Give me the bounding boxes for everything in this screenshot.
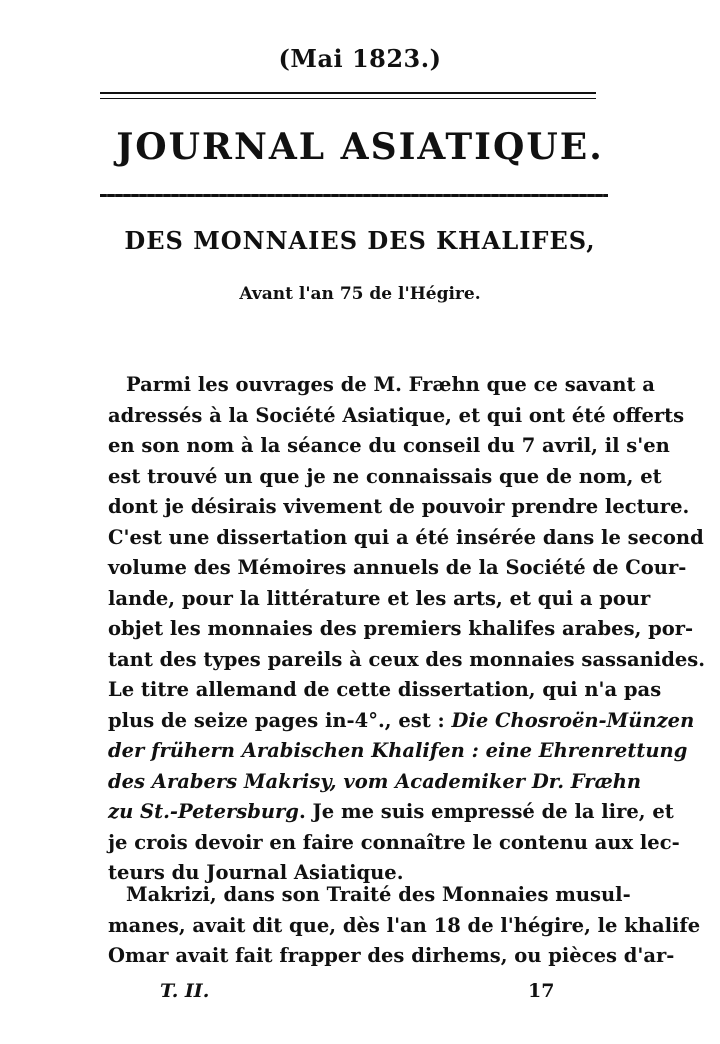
text-line: Parmi les ouvrages de M. Fræhn que ce savant a	[126, 373, 655, 396]
text-line	[108, 706, 695, 737]
text-line: dont je désirais vivement de pouvoir prendre lecture.	[108, 495, 690, 518]
text-line: en son nom à la séance du conseil du 7 avril, il s'en	[108, 434, 670, 457]
signature-mark: T. II.	[160, 980, 210, 1002]
text-line: lande, pour la littérature et les arts, et qui a pour	[108, 586, 651, 610]
text-line: objet les monnaies des premiers khalifes arabes, por-	[108, 617, 694, 640]
text-line: tant des types pareils à ceux des monnaies sassanides.	[108, 647, 706, 671]
paragraph-1	[108, 370, 706, 889]
article-subtitle: Avant l'an 75 de l'Hégire.	[239, 284, 481, 304]
ornamental-rule-divider	[100, 194, 608, 197]
text-line: C'est une dissertation qui a été insérée dans le second	[108, 525, 704, 549]
text-line: adressés à la Société Asiatique, et qui ont été offerts	[108, 403, 685, 427]
text-line: teurs du Journal Asiatique.	[108, 861, 404, 884]
text-line: Omar avait fait frapper des dirhems, ou pièces d'ar-	[108, 944, 675, 967]
text-line: je crois devoir en faire connaître le contenu aux lec-	[108, 830, 680, 854]
text-line: volume des Mémoires annuels de la Société de Cour-	[108, 556, 687, 579]
page-number: 17	[528, 980, 555, 1002]
text-line	[108, 797, 674, 828]
top-rule-divider	[100, 92, 596, 99]
book-title-line: des Arabers Makrisy, vom Academiker Dr. Fræhn	[108, 769, 642, 793]
article-title: DES MONNAIES DES KHALIFES,	[124, 226, 596, 255]
book-title-segment: Die Chosroën-Münzen	[451, 708, 695, 732]
text-line: Makrizi, dans son Traité des Monnaies musul-	[126, 883, 631, 906]
journal-title: JOURNAL ASIATIQUE.	[116, 126, 604, 168]
text-segment: . Je me suis empressé de la lire, et	[298, 800, 674, 823]
text-line: est trouvé un que je ne connaissais que de nom, et	[108, 464, 662, 488]
book-title-line: der frühern Arabischen Khalifen : eine Ehrenrettung	[108, 739, 688, 762]
text-line: Le titre allemand de cette dissertation, qui n'a pas	[108, 678, 662, 701]
text-segment: plus de seize pages in-4°., est :	[108, 708, 452, 732]
paragraph-2	[108, 880, 701, 972]
text-line: manes, avait dit que, dès l'an 18 de l'hégire, le khalife	[108, 913, 701, 937]
book-title-segment: zu St.-Petersburg	[108, 800, 299, 823]
issue-date: (Mai 1823.)	[278, 44, 442, 73]
